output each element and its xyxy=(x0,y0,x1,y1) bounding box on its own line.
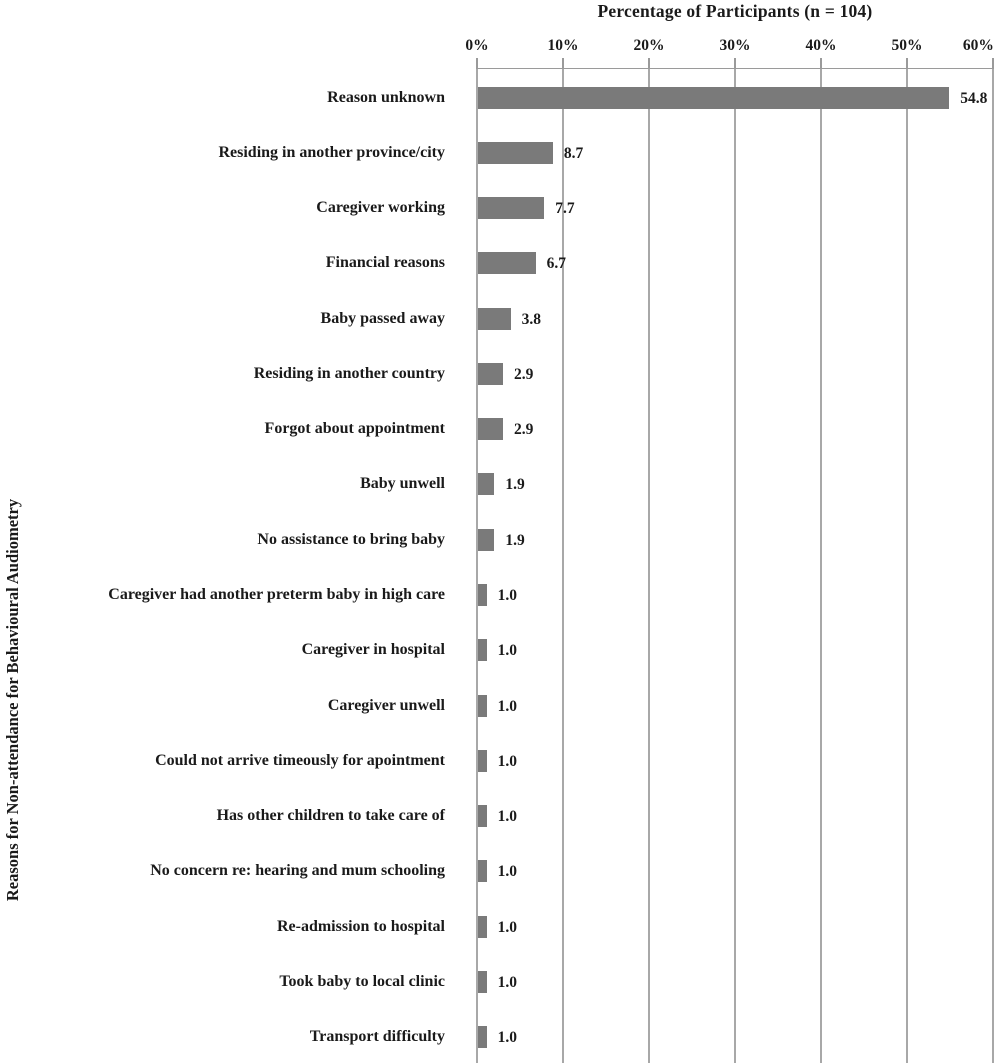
x-tick-label: 50% xyxy=(891,37,923,54)
value-label: 2.9 xyxy=(513,365,534,383)
y-axis-title: Reasons for Non-attendance for Behavioural Audiometry xyxy=(3,498,22,902)
value-label: 2.9 xyxy=(513,421,534,439)
gridline xyxy=(648,68,650,1063)
bar xyxy=(478,805,487,827)
x-axis-tick xyxy=(992,58,994,69)
value-label: 1.0 xyxy=(497,973,517,991)
category-label: Could not arrive timeously for apointment xyxy=(155,751,445,769)
bar xyxy=(478,860,487,882)
bar xyxy=(478,1026,487,1048)
gridline xyxy=(992,68,994,1063)
x-axis-tick xyxy=(906,58,908,69)
bar xyxy=(478,87,949,109)
chart-title: Percentage of Participants (n = 104) xyxy=(597,1,873,21)
x-tick-label: 30% xyxy=(719,37,751,54)
category-label: Caregiver in hospital xyxy=(301,641,445,659)
bar xyxy=(478,418,503,440)
value-label: 6.7 xyxy=(546,255,566,273)
bar xyxy=(478,695,487,717)
bar xyxy=(478,308,511,330)
value-label: 1.9 xyxy=(505,476,525,494)
category-label: Caregiver unwell xyxy=(327,696,445,714)
gridline xyxy=(820,68,822,1063)
bar xyxy=(478,529,494,551)
gridline xyxy=(734,68,736,1063)
bar xyxy=(478,473,494,495)
x-tick-label: 0% xyxy=(465,37,489,54)
x-tick-label: 20% xyxy=(633,37,665,54)
bar xyxy=(478,639,487,661)
value-label: 7.7 xyxy=(555,200,575,218)
value-label: 1.9 xyxy=(505,531,525,549)
category-label: Has other children to take care of xyxy=(216,807,445,825)
bar xyxy=(478,750,487,772)
category-label: Re-admission to hospital xyxy=(276,917,445,935)
gridline xyxy=(906,68,908,1063)
x-tick-label: 10% xyxy=(547,37,579,54)
category-label: No assistance to bring baby xyxy=(257,530,445,548)
value-label: 3.8 xyxy=(521,310,542,328)
category-label: Reason unknown xyxy=(327,88,445,106)
x-axis-tick xyxy=(562,58,564,69)
bar xyxy=(478,197,544,219)
bar xyxy=(478,916,487,938)
value-label: 1.0 xyxy=(497,642,517,660)
value-label: 1.0 xyxy=(497,918,517,936)
x-tick-label: 60% xyxy=(962,37,994,54)
category-label: Transport difficulty xyxy=(309,1028,445,1046)
category-label: Caregiver had another preterm baby in high care xyxy=(108,586,445,604)
value-label: 8.7 xyxy=(563,144,584,162)
bar xyxy=(478,971,487,993)
bar xyxy=(478,142,553,164)
category-label: Baby unwell xyxy=(360,475,445,493)
bar xyxy=(478,363,503,385)
category-label: Forgot about appointment xyxy=(264,420,445,438)
value-label: 1.0 xyxy=(497,1029,517,1047)
category-label: Residing in another country xyxy=(253,364,445,382)
x-axis-tick xyxy=(820,58,822,69)
bar xyxy=(478,252,536,274)
bar xyxy=(478,584,487,606)
category-label: Took baby to local clinic xyxy=(279,972,445,990)
value-label: 1.0 xyxy=(497,863,517,881)
value-label: 54.8 xyxy=(960,89,988,107)
x-axis-tick xyxy=(476,58,478,69)
value-label: 1.0 xyxy=(497,697,517,715)
x-tick-label: 40% xyxy=(805,37,837,54)
value-label: 1.0 xyxy=(497,587,517,605)
x-axis-tick xyxy=(734,58,736,69)
category-label: No concern re: hearing and mum schooling xyxy=(150,862,445,880)
value-label: 1.0 xyxy=(497,752,517,770)
category-label: Caregiver working xyxy=(316,199,445,217)
x-axis-tick xyxy=(648,58,650,69)
category-label: Financial reasons xyxy=(325,254,445,272)
category-label: Baby passed away xyxy=(320,309,445,327)
category-label: Residing in another province/city xyxy=(218,143,445,161)
value-label: 1.0 xyxy=(497,808,517,826)
